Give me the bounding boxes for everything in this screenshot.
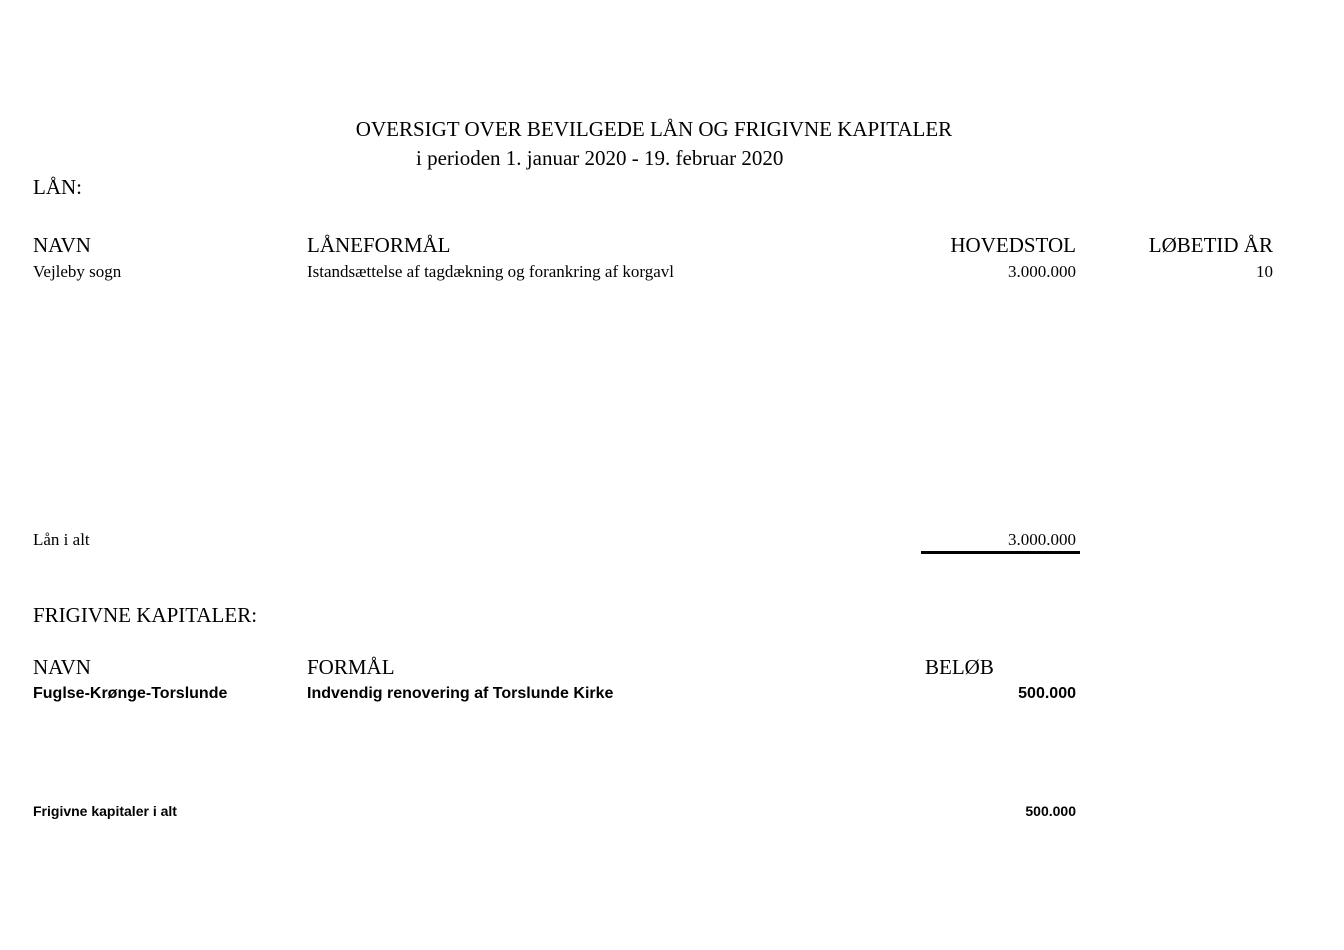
capital-total-value: 500.000 [1025,803,1076,819]
loans-total-value: 3.000.000 [1008,530,1076,549]
loans-col-term: LØBETID ÅR [1148,233,1273,257]
capital-col-name: NAVN [33,655,91,679]
capital-name: Fuglse-Krønge-Torslunde [33,685,228,702]
loans-col-purpose: LÅNEFORMÅL [307,233,451,257]
loans-total-label: Lån i alt [33,530,90,549]
loans-heading: LÅN: [33,175,82,199]
loan-purpose: Istandsættelse af tagdækning og forankring af korgavl [307,262,674,281]
capital-amount: 500.000 [1018,685,1076,702]
document-title: OVERSIGT OVER BEVILGEDE LÅN OG FRIGIVNE KAPITALER [355,117,953,141]
capital-col-purpose: FORMÅL [307,655,395,679]
loans-col-principal: HOVEDSTOL [950,233,1076,257]
capital-total-label: Frigivne kapitaler i alt [33,803,177,819]
capital-heading: FRIGIVNE KAPITALER: [33,603,258,627]
period-subtitle: i perioden 1. januar 2020 - 19. februar 2020 [416,146,784,170]
loan-principal: 3.000.000 [1008,262,1076,281]
capital-purpose: Indvendig renovering af Torslunde Kirke [307,685,614,702]
total-underline [921,551,1080,554]
loan-term: 10 [1256,262,1273,281]
capital-col-amount: BELØB [925,655,994,679]
loans-col-name: NAVN [33,233,91,257]
loan-name: Vejleby sogn [33,262,122,281]
